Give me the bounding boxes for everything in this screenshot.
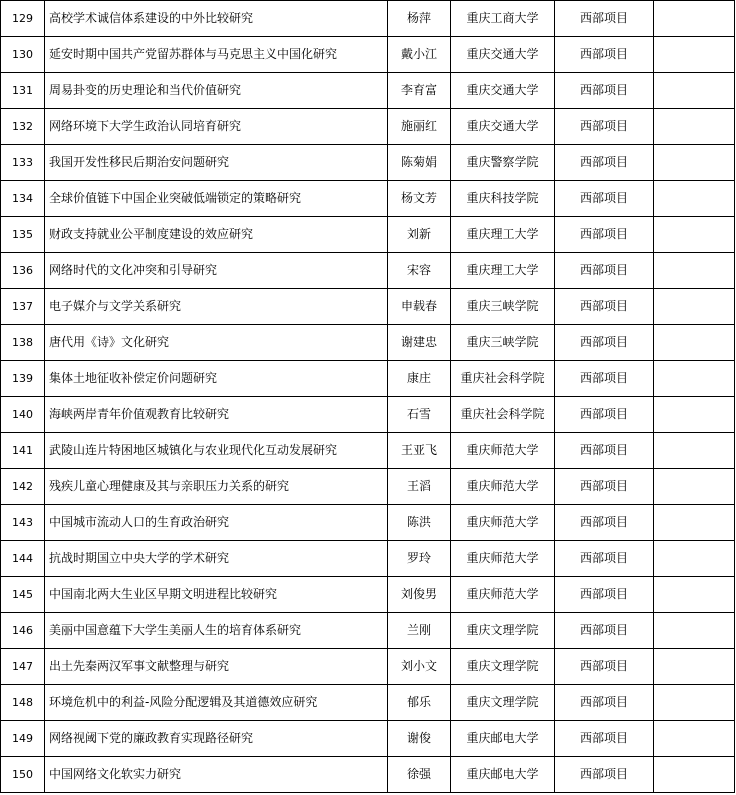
empty-cell xyxy=(654,397,735,433)
principal-name-cell: 王滔 xyxy=(388,469,451,505)
principal-name-cell: 杨萍 xyxy=(388,1,451,37)
project-category-cell: 西部项目 xyxy=(555,73,654,109)
project-title-cell: 延安时期中国共产党留苏群体与马克思主义中国化研究 xyxy=(45,37,388,73)
project-category-cell: 西部项目 xyxy=(555,469,654,505)
project-category-cell: 西部项目 xyxy=(555,505,654,541)
institution-cell: 重庆师范大学 xyxy=(451,541,555,577)
table-row xyxy=(1,325,735,361)
row-number-cell: 146 xyxy=(1,613,45,649)
institution-cell: 重庆师范大学 xyxy=(451,469,555,505)
institution-cell: 重庆社会科学院 xyxy=(451,397,555,433)
institution-cell: 重庆理工大学 xyxy=(451,217,555,253)
institution-cell: 重庆社会科学院 xyxy=(451,361,555,397)
row-number-cell: 150 xyxy=(1,757,45,793)
table-row xyxy=(1,289,735,325)
row-number-cell: 141 xyxy=(1,433,45,469)
empty-cell xyxy=(654,1,735,37)
institution-cell: 重庆工商大学 xyxy=(451,1,555,37)
table-row xyxy=(1,109,735,145)
row-number-cell: 139 xyxy=(1,361,45,397)
empty-cell xyxy=(654,289,735,325)
project-category-cell: 西部项目 xyxy=(555,613,654,649)
empty-cell xyxy=(654,505,735,541)
empty-cell xyxy=(654,613,735,649)
project-title-cell: 中国网络文化软实力研究 xyxy=(45,757,388,793)
institution-cell: 重庆三峡学院 xyxy=(451,325,555,361)
table-row xyxy=(1,361,735,397)
project-title-cell: 集体土地征收补偿定价问题研究 xyxy=(45,361,388,397)
institution-cell: 重庆科技学院 xyxy=(451,181,555,217)
principal-name-cell: 罗玲 xyxy=(388,541,451,577)
empty-cell xyxy=(654,577,735,613)
project-category-cell: 西部项目 xyxy=(555,325,654,361)
empty-cell xyxy=(654,253,735,289)
institution-cell: 重庆文理学院 xyxy=(451,613,555,649)
project-category-cell: 西部项目 xyxy=(555,37,654,73)
project-title-cell: 美丽中国意蕴下大学生美丽人生的培育体系研究 xyxy=(45,613,388,649)
empty-cell xyxy=(654,433,735,469)
row-number-cell: 138 xyxy=(1,325,45,361)
principal-name-cell: 陈菊娟 xyxy=(388,145,451,181)
project-table-body xyxy=(1,1,735,793)
table-row xyxy=(1,721,735,757)
principal-name-cell: 陈洪 xyxy=(388,505,451,541)
project-title-cell: 电子媒介与文学关系研究 xyxy=(45,289,388,325)
principal-name-cell: 施丽红 xyxy=(388,109,451,145)
project-title-cell: 环境危机中的利益-风险分配逻辑及其道德效应研究 xyxy=(45,685,388,721)
project-category-cell: 西部项目 xyxy=(555,721,654,757)
table-row xyxy=(1,217,735,253)
row-number-cell: 148 xyxy=(1,685,45,721)
row-number-cell: 129 xyxy=(1,1,45,37)
project-title-cell: 财政支持就业公平制度建设的效应研究 xyxy=(45,217,388,253)
row-number-cell: 133 xyxy=(1,145,45,181)
project-title-cell: 中国南北两大生业区早期文明进程比较研究 xyxy=(45,577,388,613)
project-category-cell: 西部项目 xyxy=(555,361,654,397)
table-row xyxy=(1,1,735,37)
empty-cell xyxy=(654,469,735,505)
institution-cell: 重庆交通大学 xyxy=(451,37,555,73)
project-title-cell: 全球价值链下中国企业突破低端锁定的策略研究 xyxy=(45,181,388,217)
empty-cell xyxy=(654,217,735,253)
principal-name-cell: 李育富 xyxy=(388,73,451,109)
project-title-cell: 唐代用《诗》文化研究 xyxy=(45,325,388,361)
principal-name-cell: 郁乐 xyxy=(388,685,451,721)
project-category-cell: 西部项目 xyxy=(555,181,654,217)
project-title-cell: 武陵山连片特困地区城镇化与农业现代化互动发展研究 xyxy=(45,433,388,469)
institution-cell: 重庆文理学院 xyxy=(451,649,555,685)
project-title-cell: 网络视阈下党的廉政教育实现路径研究 xyxy=(45,721,388,757)
institution-cell: 重庆警察学院 xyxy=(451,145,555,181)
project-category-cell: 西部项目 xyxy=(555,253,654,289)
institution-cell: 重庆师范大学 xyxy=(451,505,555,541)
empty-cell xyxy=(654,109,735,145)
institution-cell: 重庆邮电大学 xyxy=(451,721,555,757)
institution-cell: 重庆理工大学 xyxy=(451,253,555,289)
empty-cell xyxy=(654,757,735,793)
table-row xyxy=(1,433,735,469)
principal-name-cell: 谢俊 xyxy=(388,721,451,757)
row-number-cell: 135 xyxy=(1,217,45,253)
row-number-cell: 132 xyxy=(1,109,45,145)
table-row xyxy=(1,397,735,433)
project-category-cell: 西部项目 xyxy=(555,289,654,325)
principal-name-cell: 徐强 xyxy=(388,757,451,793)
principal-name-cell: 石雪 xyxy=(388,397,451,433)
project-title-cell: 网络时代的文化冲突和引导研究 xyxy=(45,253,388,289)
principal-name-cell: 谢建忠 xyxy=(388,325,451,361)
project-category-cell: 西部项目 xyxy=(555,109,654,145)
project-category-cell: 西部项目 xyxy=(555,685,654,721)
project-category-cell: 西部项目 xyxy=(555,541,654,577)
table-row xyxy=(1,73,735,109)
principal-name-cell: 刘新 xyxy=(388,217,451,253)
table-row xyxy=(1,757,735,793)
project-category-cell: 西部项目 xyxy=(555,1,654,37)
table-row xyxy=(1,181,735,217)
institution-cell: 重庆文理学院 xyxy=(451,685,555,721)
row-number-cell: 140 xyxy=(1,397,45,433)
project-category-cell: 西部项目 xyxy=(555,217,654,253)
project-title-cell: 网络环境下大学生政治认同培育研究 xyxy=(45,109,388,145)
row-number-cell: 130 xyxy=(1,37,45,73)
principal-name-cell: 刘俊男 xyxy=(388,577,451,613)
table-row xyxy=(1,469,735,505)
principal-name-cell: 王亚飞 xyxy=(388,433,451,469)
empty-cell xyxy=(654,37,735,73)
project-title-cell: 我国开发性移民后期治安问题研究 xyxy=(45,145,388,181)
row-number-cell: 142 xyxy=(1,469,45,505)
principal-name-cell: 刘小文 xyxy=(388,649,451,685)
empty-cell xyxy=(654,325,735,361)
empty-cell xyxy=(654,541,735,577)
empty-cell xyxy=(654,721,735,757)
table-row xyxy=(1,37,735,73)
project-title-cell: 海峡两岸青年价值观教育比较研究 xyxy=(45,397,388,433)
principal-name-cell: 申载春 xyxy=(388,289,451,325)
project-category-cell: 西部项目 xyxy=(555,433,654,469)
table-row xyxy=(1,577,735,613)
institution-cell: 重庆交通大学 xyxy=(451,109,555,145)
project-title-cell: 残疾儿童心理健康及其与亲职压力关系的研究 xyxy=(45,469,388,505)
project-category-cell: 西部项目 xyxy=(555,145,654,181)
institution-cell: 重庆邮电大学 xyxy=(451,757,555,793)
row-number-cell: 136 xyxy=(1,253,45,289)
table-row xyxy=(1,613,735,649)
institution-cell: 重庆交通大学 xyxy=(451,73,555,109)
row-number-cell: 131 xyxy=(1,73,45,109)
row-number-cell: 144 xyxy=(1,541,45,577)
empty-cell xyxy=(654,685,735,721)
institution-cell: 重庆师范大学 xyxy=(451,577,555,613)
institution-cell: 重庆三峡学院 xyxy=(451,289,555,325)
project-category-cell: 西部项目 xyxy=(555,397,654,433)
empty-cell xyxy=(654,649,735,685)
table-row xyxy=(1,505,735,541)
row-number-cell: 134 xyxy=(1,181,45,217)
principal-name-cell: 康庄 xyxy=(388,361,451,397)
table-row xyxy=(1,649,735,685)
principal-name-cell: 杨文芳 xyxy=(388,181,451,217)
project-category-cell: 西部项目 xyxy=(555,577,654,613)
empty-cell xyxy=(654,145,735,181)
table-row xyxy=(1,253,735,289)
principal-name-cell: 宋容 xyxy=(388,253,451,289)
table-row xyxy=(1,145,735,181)
row-number-cell: 137 xyxy=(1,289,45,325)
project-title-cell: 抗战时期国立中央大学的学术研究 xyxy=(45,541,388,577)
principal-name-cell: 兰刚 xyxy=(388,613,451,649)
table-row xyxy=(1,541,735,577)
empty-cell xyxy=(654,181,735,217)
institution-cell: 重庆师范大学 xyxy=(451,433,555,469)
project-title-cell: 出土先秦两汉军事文献整理与研究 xyxy=(45,649,388,685)
empty-cell xyxy=(654,73,735,109)
row-number-cell: 145 xyxy=(1,577,45,613)
principal-name-cell: 戴小江 xyxy=(388,37,451,73)
table-row xyxy=(1,685,735,721)
project-category-cell: 西部项目 xyxy=(555,757,654,793)
row-number-cell: 143 xyxy=(1,505,45,541)
project-title-cell: 中国城市流动人口的生育政治研究 xyxy=(45,505,388,541)
empty-cell xyxy=(654,361,735,397)
project-title-cell: 周易卦变的历史理论和当代价值研究 xyxy=(45,73,388,109)
project-title-cell: 高校学术诚信体系建设的中外比较研究 xyxy=(45,1,388,37)
row-number-cell: 147 xyxy=(1,649,45,685)
row-number-cell: 149 xyxy=(1,721,45,757)
project-category-cell: 西部项目 xyxy=(555,649,654,685)
